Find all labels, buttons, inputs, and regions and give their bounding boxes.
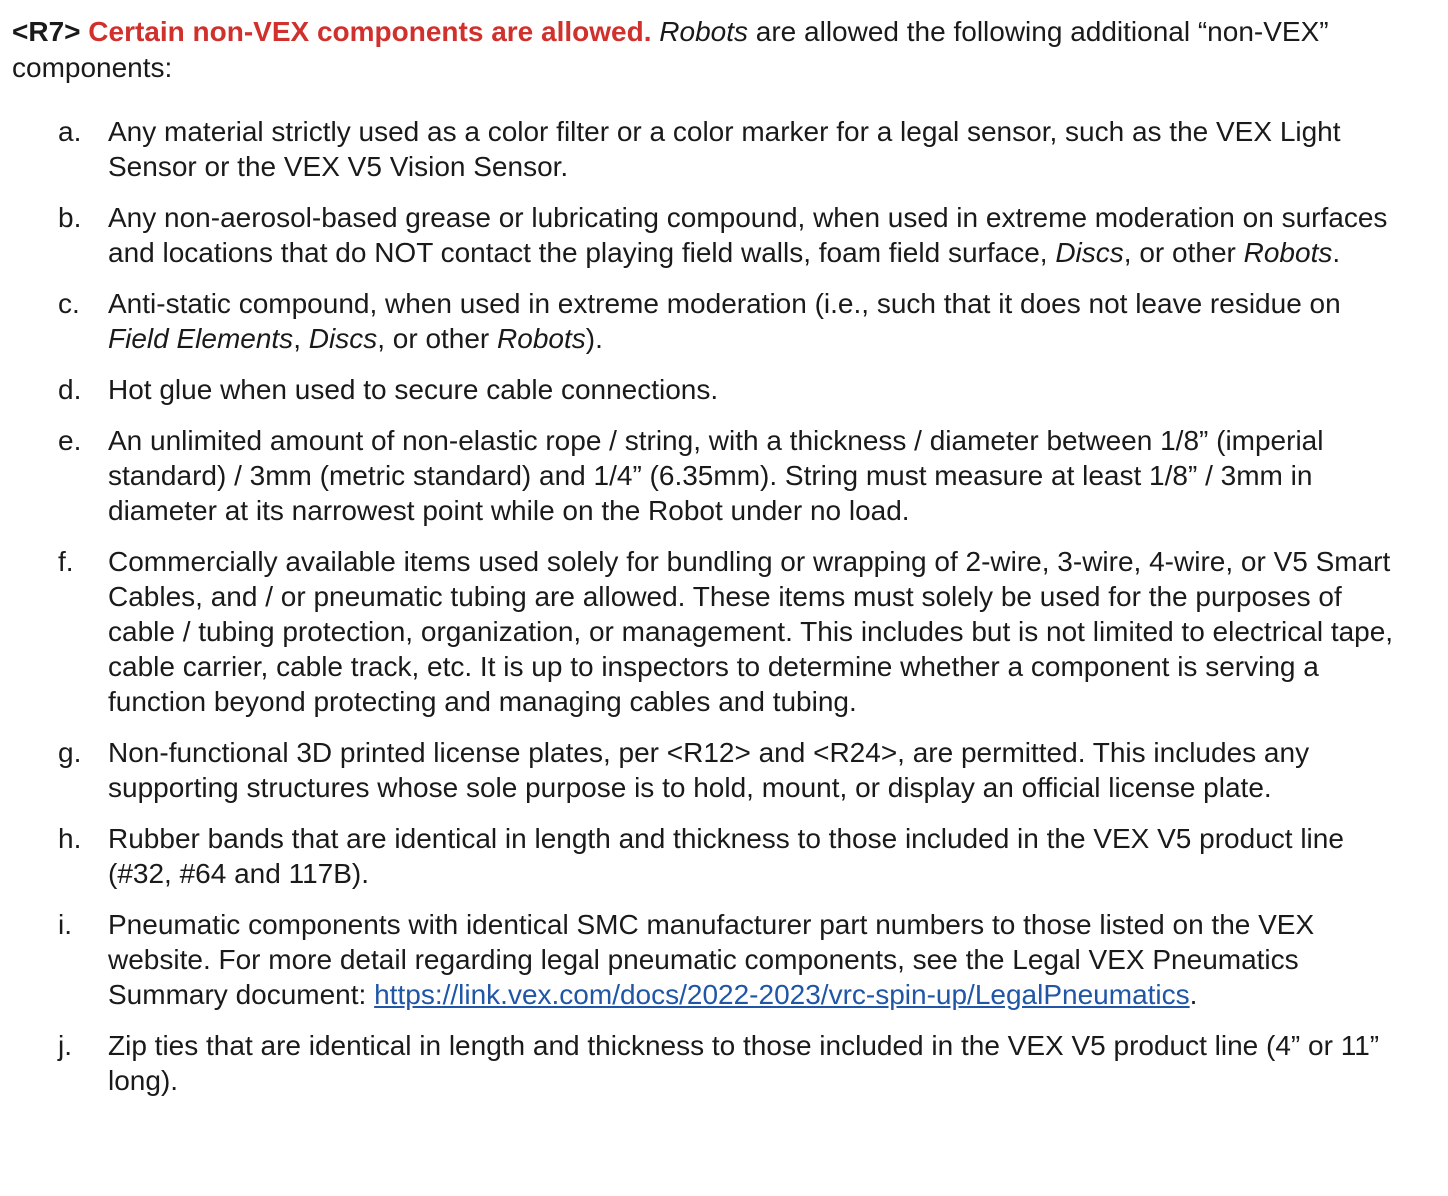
item-italic-term: Robots <box>1243 237 1333 268</box>
item-marker: a. <box>58 116 82 147</box>
list-item-e <box>12 423 1408 528</box>
item-text: Zip ties that are identical in length and thickness to those included in the VEX V5 product line (4” or 11” long). <box>108 1030 1380 1096</box>
item-text: Non-functional 3D printed license plates, per <R12> and <R24>, are permitted. This includes any supporting structures whose sole purpose is to hold, mount, or display an official license plate. <box>108 737 1310 803</box>
item-italic-term: Robots <box>497 323 586 354</box>
item-marker: d. <box>58 374 82 405</box>
item-text: Hot glue when used to secure cable connections. <box>108 374 719 405</box>
item-marker: e. <box>58 425 82 456</box>
list-item-g <box>12 735 1408 805</box>
rule-headline: Certain non-VEX components are allowed. <box>88 16 652 47</box>
item-italic-term: Discs <box>308 323 378 354</box>
item-text: Any non-aerosol-based grease or lubricating compound, when used in extreme moderation on surfaces and locations that do NOT contact the playing field walls, foam field surface, <box>108 202 1388 268</box>
item-marker: f. <box>58 546 74 577</box>
list-item-h <box>12 821 1408 891</box>
list-item-a <box>12 114 1408 184</box>
item-text: Rubber bands that are identical in length and thickness to those included in the VEX V5 product line (#32, #64 and 117B). <box>108 823 1344 889</box>
item-text: , or other <box>1123 237 1244 268</box>
list-item-d <box>12 372 1408 407</box>
allowed-components-list <box>12 114 1408 1098</box>
list-item-f <box>12 544 1408 719</box>
item-marker: i. <box>58 909 72 940</box>
item-marker: b. <box>58 202 82 233</box>
rule-intro-robots: Robots <box>659 16 748 47</box>
item-marker: c. <box>58 288 80 319</box>
item-text: Anti-static compound, when used in extreme moderation (i.e., such that it does not leave residue on <box>108 288 1341 319</box>
item-text: . <box>1189 979 1198 1010</box>
item-text: . <box>1332 237 1341 268</box>
list-item-i <box>12 907 1408 1012</box>
list-item-j <box>12 1028 1408 1098</box>
rule-intro-text: are allowed the following additional “non-VEX” components: <box>12 16 1329 83</box>
item-text: ). <box>585 323 603 354</box>
item-italic-term: Field Elements <box>108 323 294 354</box>
item-marker: j. <box>58 1030 72 1061</box>
item-text: Pneumatic components with identical SMC manufacturer part numbers to those listed on the VEX website. For more detail regarding legal pneumatic components, see the Legal VEX Pneumatics Summary document: <box>108 909 1315 1010</box>
item-marker: g. <box>58 737 82 768</box>
legal-pneumatics-link[interactable]: https://link.vex.com/docs/2022-2023/vrc-spin-up/LegalPneumatics <box>374 979 1190 1010</box>
list-item-c <box>12 286 1408 356</box>
item-text: An unlimited amount of non-elastic rope / string, with a thickness / diameter between 1/8” (imperial standard) / 3mm (metric standard) and 1/4” (6.35mm). String must measure at least 1/8” / 3mm in diameter at its narrowest point while on the Robot under no load. <box>108 425 1324 526</box>
item-text: Commercially available items used solely for bundling or wrapping of 2-wire, 3-wire, 4-wire, or V5 Smart Cables, and / or pneumatic tubing are allowed. These items must solely be used for the purposes of cable / tubing protection, organization, or management. This includes but is not limited to electrical tape, cable carrier, cable track, etc. It is up to inspectors to determine whether a component is serving a function beyond protecting and managing cables and tubing. <box>108 546 1394 717</box>
item-text: , <box>293 323 309 354</box>
item-text: Any material strictly used as a color filter or a color marker for a legal sensor, such as the VEX Light Sensor or the VEX V5 Vision Sensor. <box>108 116 1341 182</box>
item-text: , or other <box>377 323 498 354</box>
list-item-b <box>12 200 1408 270</box>
rule-intro <box>12 14 1408 86</box>
rule-id: <R7> <box>12 16 81 47</box>
item-marker: h. <box>58 823 82 854</box>
item-italic-term: Discs <box>1055 237 1124 268</box>
